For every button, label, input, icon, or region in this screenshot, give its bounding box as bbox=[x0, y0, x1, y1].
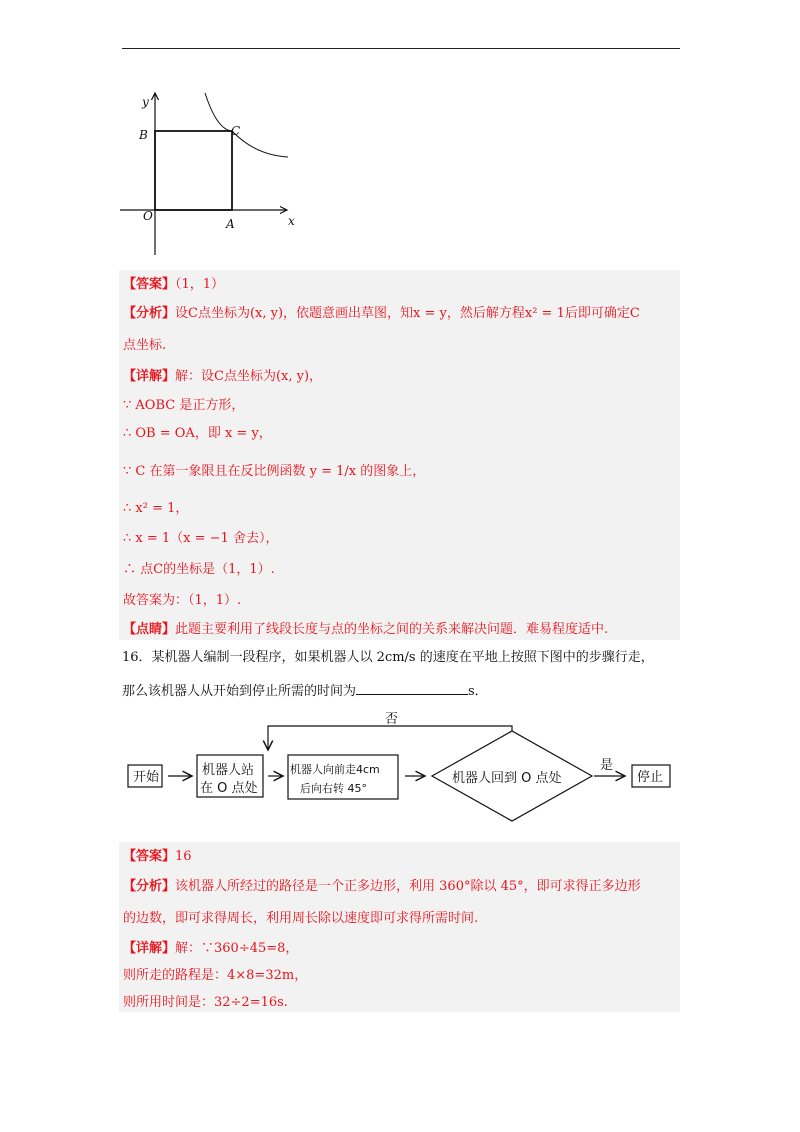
label-a: A bbox=[226, 217, 235, 231]
q15-comment-line: 【点睛】此题主要利用了线段长度与点的坐标之间的关系来解决问题．难易程度适中. bbox=[123, 622, 609, 637]
flow-move-line-2: 后向右转 45° bbox=[300, 782, 367, 795]
q15-analysis-line-1: 【分析】设C点坐标为(x, y)，依题意画出草图，知x = y，然后解方程x² = 1后即可确定C bbox=[123, 306, 640, 321]
q16-detail-line-3: 则所用时间是：32÷2=16s. bbox=[123, 995, 288, 1010]
q15-detail-line-1: 【详解】解：设C点坐标为(x, y)， bbox=[123, 369, 323, 384]
q15-analysis-line-2: 点坐标. bbox=[123, 338, 167, 353]
label-x: x bbox=[288, 214, 295, 228]
header-rule bbox=[122, 48, 680, 49]
hyperbola bbox=[205, 93, 288, 157]
q15-detail-line-2: ∵ AOBC 是正方形， bbox=[123, 398, 245, 413]
robot-flowchart bbox=[120, 712, 680, 832]
flow-yes-label: 是 bbox=[600, 758, 614, 773]
q15-solution-block bbox=[119, 270, 680, 640]
square-aobc bbox=[155, 131, 232, 210]
flow-move-line-1: 机器人向前走4cm bbox=[290, 763, 380, 776]
q15-detail-line-5: ∴ x² = 1， bbox=[123, 501, 189, 516]
label-b: B bbox=[139, 128, 148, 142]
flow-decision-label: 机器人回到 O 点处 bbox=[452, 771, 562, 786]
flow-start-label: 开始 bbox=[133, 770, 160, 785]
label-o: O bbox=[143, 209, 153, 223]
q16-question-line-2: 那么该机器人从开始到停止所需的时间为 s． bbox=[122, 681, 488, 701]
answer-blank bbox=[356, 681, 468, 695]
flow-stand-line-2: 在 O 点处 bbox=[200, 781, 258, 796]
q16-analysis-line-2: 的边数，即可求得周长，利用周长除以速度即可求得所需时间. bbox=[123, 911, 479, 926]
q15-detail-line-7: ∴ 点C的坐标是（1，1）. bbox=[123, 562, 275, 577]
flow-no-label: 否 bbox=[385, 712, 399, 727]
label-y: y bbox=[142, 95, 149, 109]
q16-detail-line-1: 【详解】解：∵360÷45=8， bbox=[123, 941, 299, 956]
label-c: C bbox=[231, 124, 241, 138]
q16-detail-line-2: 则所走的路程是：4×8=32m， bbox=[123, 968, 308, 983]
q16-analysis-line-1: 【分析】该机器人所经过的路径是一个正多边形，利用 360°除以 45°，即可求得正多边形 bbox=[123, 879, 641, 894]
q16-answer-line: 【答案】16 bbox=[123, 849, 192, 864]
q15-detail-line-3: ∴ OB = OA，即 x = y， bbox=[123, 426, 272, 441]
q15-answer-line: 【答案】（1，1） bbox=[123, 277, 225, 292]
q16-question-line-1: 16．某机器人编制一段程序，如果机器人以 2cm/s 的速度在平地上按照下图中的步骤行走， bbox=[122, 650, 654, 665]
q15-detail-line-6: ∴ x = 1（x = −1 舍去）， bbox=[123, 531, 279, 546]
flow-stand-line-1: 机器人站 bbox=[202, 763, 255, 778]
coordinate-figure bbox=[115, 85, 315, 260]
q15-detail-line-8: 故答案为：（1，1）. bbox=[123, 593, 242, 608]
q15-detail-line-4: ∵ C 在第一象限且在反比例函数 y = 1/x 的图象上， bbox=[123, 464, 426, 479]
flow-no-loop bbox=[268, 726, 512, 750]
flow-stop-label: 停止 bbox=[637, 770, 664, 785]
